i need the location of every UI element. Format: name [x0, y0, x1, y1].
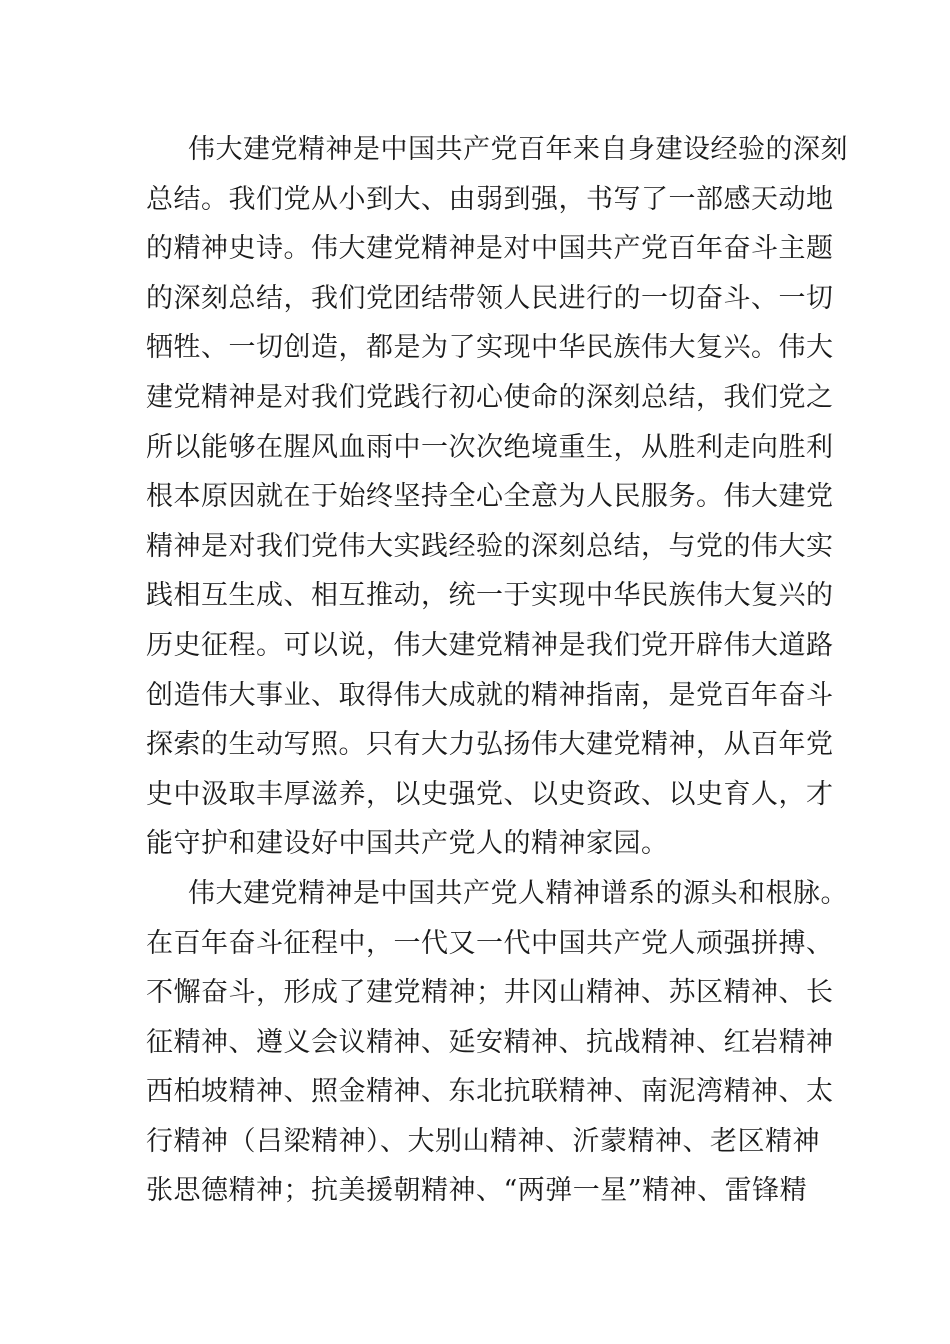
paragraph-1-line-2: 总结。我们党从小到大、由弱到强，书写了一部感天动地: [146, 183, 834, 215]
paragraph-1-line-12: 创造伟大事业、取得伟大成就的精神指南，是党百年奋斗: [146, 679, 834, 711]
paragraph-1-line-15: 能守护和建设好中国共产党人的精神家园。: [146, 828, 669, 860]
paragraph-1-line-4: 的深刻总结，我们党团结带领人民进行的一切奋斗、一切: [146, 282, 834, 314]
paragraph-1-line-5: 牺牲、一切创造，都是为了实现中华民族伟大复兴。伟大: [146, 332, 834, 364]
paragraph-2-line-7: 张思德精神；抗美援朝精神、“两弹一星”精神、雷锋精: [146, 1175, 808, 1207]
paragraph-1-line-7: 所以能够在腥风血雨中一次次绝境重生，从胜利走向胜利: [146, 431, 834, 463]
paragraph-2-line-4: 征精神、遵义会议精神、延安精神、抗战精神、红岩精神: [146, 1026, 834, 1058]
paragraph-2-line-3: 不懈奋斗，形成了建党精神；井冈山精神、苏区精神、长: [146, 977, 834, 1009]
paragraph-2-line-5: 西柏坡精神、照金精神、东北抗联精神、南泥湾精神、太: [146, 1076, 834, 1108]
paragraph-1-line-10: 践相互生成、相互推动，统一于实现中华民族伟大复兴的: [146, 580, 834, 612]
paragraph-1-line-9: 精神是对我们党伟大实践经验的深刻总结，与党的伟大实: [146, 530, 834, 562]
paragraph-2-line-6: 行精神（吕梁精神）、大别山精神、沂蒙精神、老区精神: [146, 1125, 820, 1157]
paragraph-2-line-2: 在百年奋斗征程中，一代又一代中国共产党人顽强拼搏、: [146, 927, 834, 959]
paragraph-2-line-1: 伟大建党精神是中国共产党人精神谱系的源头和根脉。: [188, 877, 848, 909]
body-text: [146, 125, 848, 1216]
paragraph-1-line-1: 伟大建党精神是中国共产党百年来自身建设经验的深刻: [188, 134, 848, 165]
paragraph-1-line-8: 根本原因就在于始终坚持全心全意为人民服务。伟大建党: [146, 481, 834, 513]
paragraph-1-line-14: 史中汲取丰厚滋养，以史强党、以史资政、以史育人，才: [146, 778, 834, 810]
paragraph-1-line-3: 的精神史诗。伟大建党精神是对中国共产党百年奋斗主题: [146, 233, 834, 265]
paragraph-1-line-13: 探索的生动写照。只有大力弘扬伟大建党精神，从百年党: [146, 729, 834, 761]
paragraph-1-line-6: 建党精神是对我们党践行初心使命的深刻总结，我们党之: [146, 381, 834, 413]
paragraph-1-line-11: 历史征程。可以说，伟大建党精神是我们党开辟伟大道路: [146, 629, 834, 661]
